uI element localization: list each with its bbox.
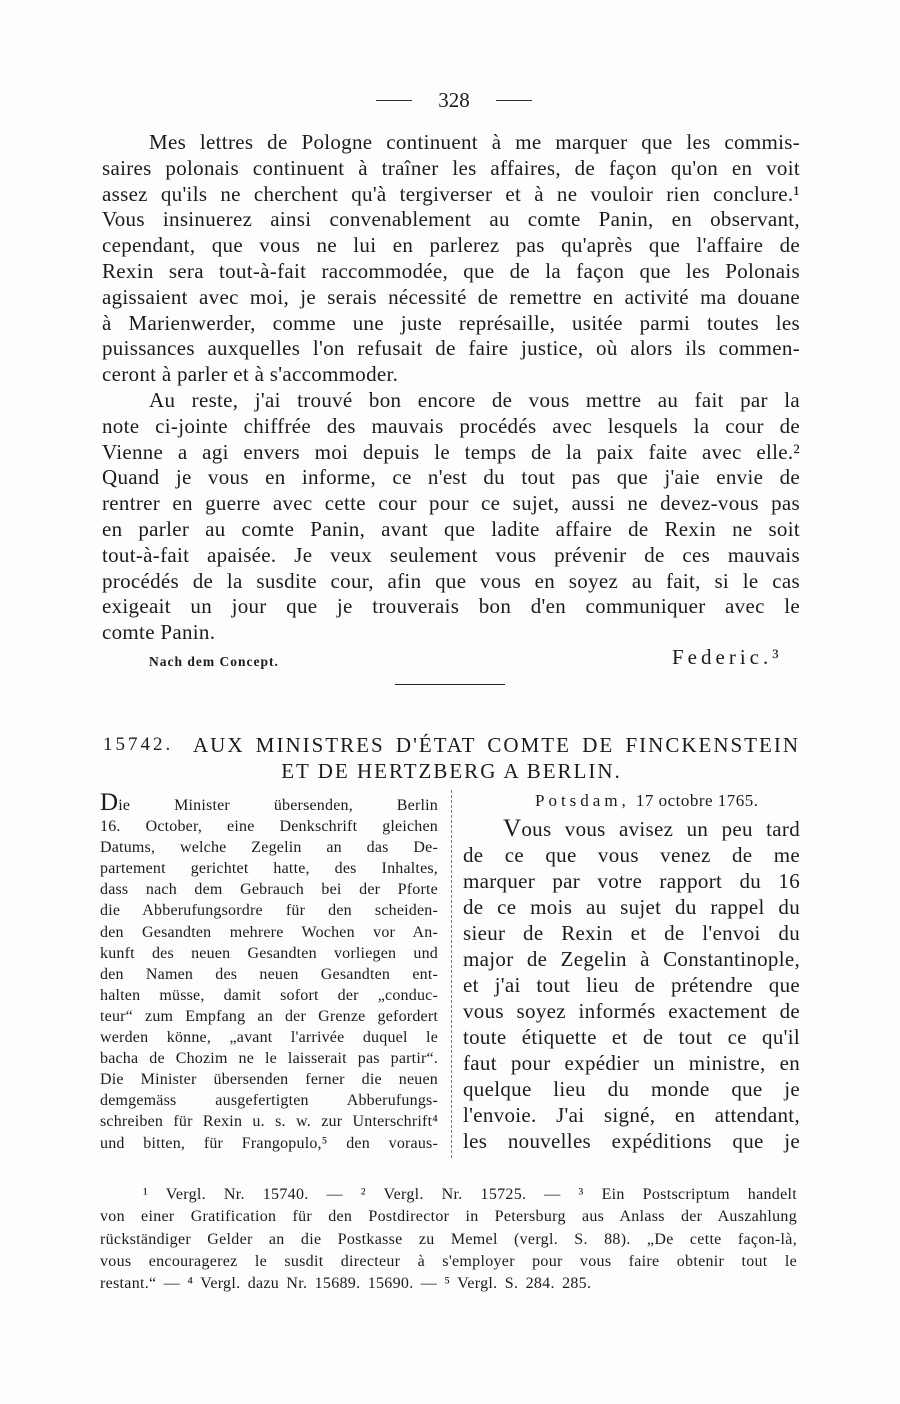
letter-line: Mes lettres de Pologne continuent à me marquer que les commis- <box>149 130 800 154</box>
summary-line: dass nach dem Gebrauch bei der Pforte <box>100 881 438 899</box>
letter-line: puissances auxquelles l'on refusait de faire justice, où alors ils commen- <box>102 336 800 361</box>
reply-line: quelque lieu du monde que je <box>463 1077 800 1101</box>
summary-line: Die Minister übersenden, Berlin <box>100 789 438 816</box>
footnote-line: von einer Gratification für den Postdirector in Petersburg aus Anlass der Auszahlung <box>100 1208 797 1226</box>
footnote-line: rückständiger Gelder an die Postkasse zu Memel (vergl. S. 88). „De cette façon-là, <box>100 1230 797 1248</box>
column-divider <box>451 790 452 1158</box>
reply-line: de ce mois au sujet du rappel du <box>463 895 800 919</box>
letter-line: Vienne a agi envers moi depuis le temps de la paix faite avec elle.² <box>102 439 800 464</box>
letter-line: ceront à parler et à s'accommoder. <box>102 362 399 387</box>
summary-line: halten müsse, damit sofort der „conduc- <box>100 986 438 1004</box>
letter-line: rentrer en guerre avec cette cour pour ce sujet, aussi ne devez-vous pas <box>102 491 800 516</box>
letter-line: tout-à-fait apaisée. Je veux seulement vous prévenir de ces mauvais <box>102 542 800 567</box>
heading-title-line-1: AUX MINISTRES D'ÉTAT COMTE DE FINCKENSTEIN <box>193 733 800 757</box>
letter-line: procédés de la susdite cour, afin que vous en soyez au fait, si le cas <box>102 568 800 593</box>
letter-line: en parler au comte Panin, avant que ladite affaire de Rexin ne soit <box>102 516 800 541</box>
summary-line: Datums, welche Zegelin an das De- <box>100 839 438 857</box>
summary-line: 16. October, eine Denkschrift gleichen <box>100 818 438 836</box>
letter-line: saires polonais continuent à traîner les affaires, de façon qu'on en voit <box>102 155 800 180</box>
section-divider-rule <box>395 684 505 685</box>
reply-column <box>463 816 800 1154</box>
footnote-line: restant.“ — ⁴ Vergl. dazu Nr. 15689. 15690. — ⁵ Vergl. S. 284. 285. <box>100 1275 592 1293</box>
summary-line: den Gesandten mehrere Wochen vor An- <box>100 923 438 941</box>
reply-date: 17 octobre 1765. <box>635 791 759 810</box>
letter-line: Quand je vous en informe, ce n'est du tout pas que j'aie envie de <box>102 465 800 490</box>
summary-line: den Namen des neuen Gesandten ent- <box>100 965 438 983</box>
letter-line: à Marienwerder, comme une juste représaille, usitée parmi toutes les <box>102 310 800 335</box>
summary-line: demgemäss ausgefertigten Abberufungs- <box>100 1092 438 1110</box>
footnote-line: ¹ Vergl. Nr. 15740. — ² Vergl. Nr. 15725. — ³ Ein Postscriptum handelt <box>143 1186 797 1203</box>
letter-line: agissaient avec moi, je serais nécessité de remettre en activité ma douane <box>102 284 800 309</box>
letter-line: Au reste, j'ai trouvé bon encore de vous mettre au fait par la <box>149 387 800 412</box>
summary-line: partement gerichtet hatte, des Inhaltes, <box>100 860 438 878</box>
page-number-header <box>0 86 900 114</box>
summary-column <box>100 789 438 1154</box>
summary-line: kunft des neuen Gesandten vorliegen und <box>100 944 438 962</box>
summary-line: die Abberufungsordre für den scheiden- <box>100 902 438 920</box>
letter-line: comte Panin. <box>102 620 216 645</box>
letter-line: assez qu'ils ne cherchent qu'à tergiverser et à ne vouloir rien conclure.¹ <box>102 181 800 206</box>
heading-row <box>103 732 800 758</box>
letter-line: exigeait un jour que je trouverais bon d'en communiquer avec le <box>102 594 800 619</box>
summary-line: und bitten, für Frangopulo,⁵ den voraus- <box>100 1134 438 1152</box>
summary-line: bacha de Chozim ne le laisserait pas partir“. <box>100 1050 438 1068</box>
summary-line: werden könne, „avant l'arrivée duquel le <box>100 1029 438 1047</box>
summary-line: schreiben für Rexin u. s. w. zur Unterschrift⁴ <box>100 1113 438 1131</box>
summary-line: teur“ zum Empfang an der Grenze gefordert <box>100 1007 438 1025</box>
reply-line: toute étiquette et de tout ce qu'il <box>463 1025 800 1049</box>
reply-place: Potsdam, <box>535 791 630 810</box>
letter-line: Vous insinuerez ainsi convenablement au comte Panin, en observant, <box>102 207 800 232</box>
document-heading <box>103 732 800 784</box>
source-note: Nach dem Concept. <box>149 654 279 669</box>
document-number: 15742. <box>103 734 174 755</box>
footnote-line: vous encouragerez le susdit directeur à s'employer pour vous faire obtenir tout le <box>100 1252 797 1270</box>
reply-line: faut pour expédier un ministre, en <box>463 1051 800 1075</box>
letter-line: cependant, que vous ne lui en parlerez pas qu'après que l'affaire de <box>102 233 800 258</box>
reply-line: marquer par votre rapport du 16 <box>463 869 800 893</box>
reply-line: sieur de Rexin et de l'envoi du <box>463 921 800 945</box>
reply-line: l'envoie. J'ai signé, en attendant, <box>463 1103 800 1127</box>
reply-line: major de Zegelin à Constantinople, <box>463 947 800 971</box>
footnotes <box>100 1184 797 1295</box>
reply-line: vous soyez informés exactement de <box>463 999 800 1023</box>
reply-line: de ce que vous venez de me <box>463 843 800 867</box>
reply-line: et j'ai tout lieu de prétendre que <box>463 973 800 997</box>
letter-line: note ci-jointe chiffrée des mauvais procédés avec lesquels la cour de <box>102 413 800 438</box>
page-number-right-dash <box>496 100 532 101</box>
page-number: 328 <box>438 88 470 112</box>
reply-dateline <box>535 789 759 813</box>
letter-closing <box>0 645 900 675</box>
reply-line: les nouvelles expéditions que je <box>463 1129 800 1153</box>
summary-line: Die Minister übersenden ferner die neuen <box>100 1071 438 1089</box>
page-number-left-dash <box>376 100 412 101</box>
heading-title-line-2: ET DE HERTZBERG A BERLIN. <box>281 759 622 783</box>
letter-body <box>102 130 800 646</box>
reply-line: Vous vous avisez un peu tard <box>503 815 800 842</box>
letter-line: Rexin sera tout-à-fait raccommodée, que de la façon que les Polonais <box>102 258 800 283</box>
signature: Federic.³ <box>672 645 783 669</box>
